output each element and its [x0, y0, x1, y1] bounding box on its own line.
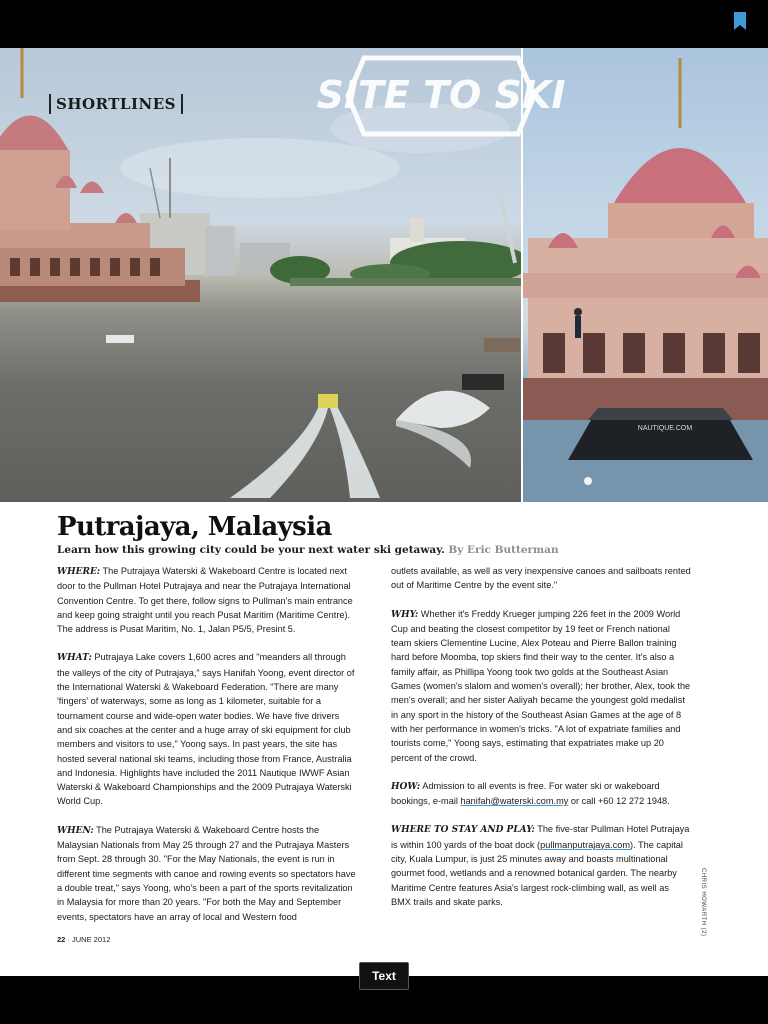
page-number: 22	[57, 935, 66, 944]
section-label: SHORTLINES	[49, 94, 183, 114]
lead-how: HOW:	[391, 781, 421, 792]
article-deck	[57, 544, 559, 556]
paragraph-stay	[391, 822, 691, 909]
top-bar	[0, 0, 768, 48]
text-what: Putrajaya Lake covers 1,600 acres and "meanders all through the valleys of the city of Putrajaya," says Hanifah Yoong, event director of the International Waterski & Wakeboard Federation. "There are many 'fingers' of waterways, some as long as 1 kilometer, suitable for a tournament course and wide-open water bodies. We have five drivers and six coaches at the center and a huge array of ski equipment for club members and visitors to use," Yoong says. In past years, the site has hosted several national ski teams, including those from France, Australia and Indonesia. Highlights have included the 2011 Nautique IWWF Asian Waterski & Wakeboard Championships and the 2009 Putrajaya Waterski World Cup.	[57, 652, 355, 807]
paragraph-what	[57, 650, 357, 808]
ramp-label: NAUTIQUE.COM	[637, 425, 693, 432]
right-column	[391, 564, 691, 923]
text-why: Whether it's Freddy Krueger jumping 226 feet in the 2009 World Cup and beating the closest competitor by 19 feet or French national team skiers Clementine Lucine, Alex Poteau and Pierre Ballon training hard before Moomba, top skiers find their way to the center. It's also a family affair, as Phillipa Yoong took two golds at the Southeast Asian Games (women's slalom and women's overall); her brother, Alex, took the men's overall; and her sister Aaliyah became the youngest gold medalist in any sport in the history of the Southeast Asian Games at the age of 8 with her performance in women's tricks. "A lot of expatriate families and tourists come," Yoong says, estimating that expatriates make up 20 percent of the crowd.	[391, 608, 691, 763]
site-to-ski-logo	[316, 50, 566, 142]
photo-credit: CHRIS HOWARTH (2)	[700, 868, 706, 937]
email-link[interactable]: hanifah@waterski.com.my	[460, 796, 569, 807]
issue-date: JUNE 2012	[72, 935, 111, 944]
text-view-button[interactable]: Text	[359, 962, 409, 990]
left-column	[57, 564, 357, 938]
lead-what: WHAT:	[57, 653, 92, 664]
folio	[57, 935, 110, 944]
text-where: The Putrajaya Waterski & Wakeboard Centre is located next door to the Pullman Hotel Putrajaya and near the Putrajaya International Convention Centre. To get there, follow signs to Pullman's main entrance and keep going straight until you reach Pusat Maritim (Maritime Centre). The address is Pusat Maritim, No. 1, Jalan P5/5, Presint 5.	[57, 566, 353, 635]
lead-when: WHEN:	[57, 825, 94, 836]
paragraph-continued: outlets available, as well as very inexpensive canoes and sailboats rented out of Maritime Centre by the event site."	[391, 566, 691, 591]
text-how-1: Admission to all events is free. For water ski or wakeboard bookings, e-mail	[391, 780, 660, 807]
website-link[interactable]: pullmanputrajaya.com	[540, 839, 631, 850]
lead-stay: WHERE TO STAY AND PLAY:	[391, 825, 535, 836]
folio-separator: ·	[65, 935, 73, 944]
text-how-2: or call +60 12 272 1948.	[568, 796, 670, 807]
byline: By Eric Butterman	[448, 544, 559, 556]
magazine-page	[0, 48, 768, 976]
logo-text: SITE TO SKI	[316, 73, 566, 117]
paragraph-when	[57, 823, 357, 924]
text-stay-2: ). The capital city, Kuala Lumpur, is just 25 minutes away and boasts multinational gourmet food, wetlands and a renowned botanical garden. The nearby Maritime Centre features Asia's largest rock-climbing wall, as well as BMX trails and skate parks.	[391, 839, 683, 907]
text-when: The Putrajaya Waterski & Wakeboard Centre hosts the Malaysian Nationals from May 25 through 27 and the Putrajaya Masters from Sept. 28 through 30. "For the May Nationals, the event is run in different time segments with canoe and rowing events so spectators have a double treat," says Yoong, who's been a part of the sports revitalization in Malaysia for more than 20 years. "For both the May and September events, spectators have an array of local and Western food	[57, 824, 356, 922]
paragraph-where	[57, 564, 357, 636]
article-title: Putrajaya, Malaysia	[57, 512, 332, 542]
paragraph-how	[391, 779, 691, 809]
lead-where: WHERE:	[57, 567, 101, 577]
lead-why: WHY:	[391, 609, 419, 620]
deck-text: Learn how this growing city could be your next water ski getaway.	[57, 544, 445, 556]
paragraph-why	[391, 607, 691, 765]
text-stay-1: The five-star Pullman Hotel Putrajaya is within 100 yards of the boat dock (	[391, 824, 690, 850]
bookmark-icon[interactable]	[734, 12, 746, 30]
